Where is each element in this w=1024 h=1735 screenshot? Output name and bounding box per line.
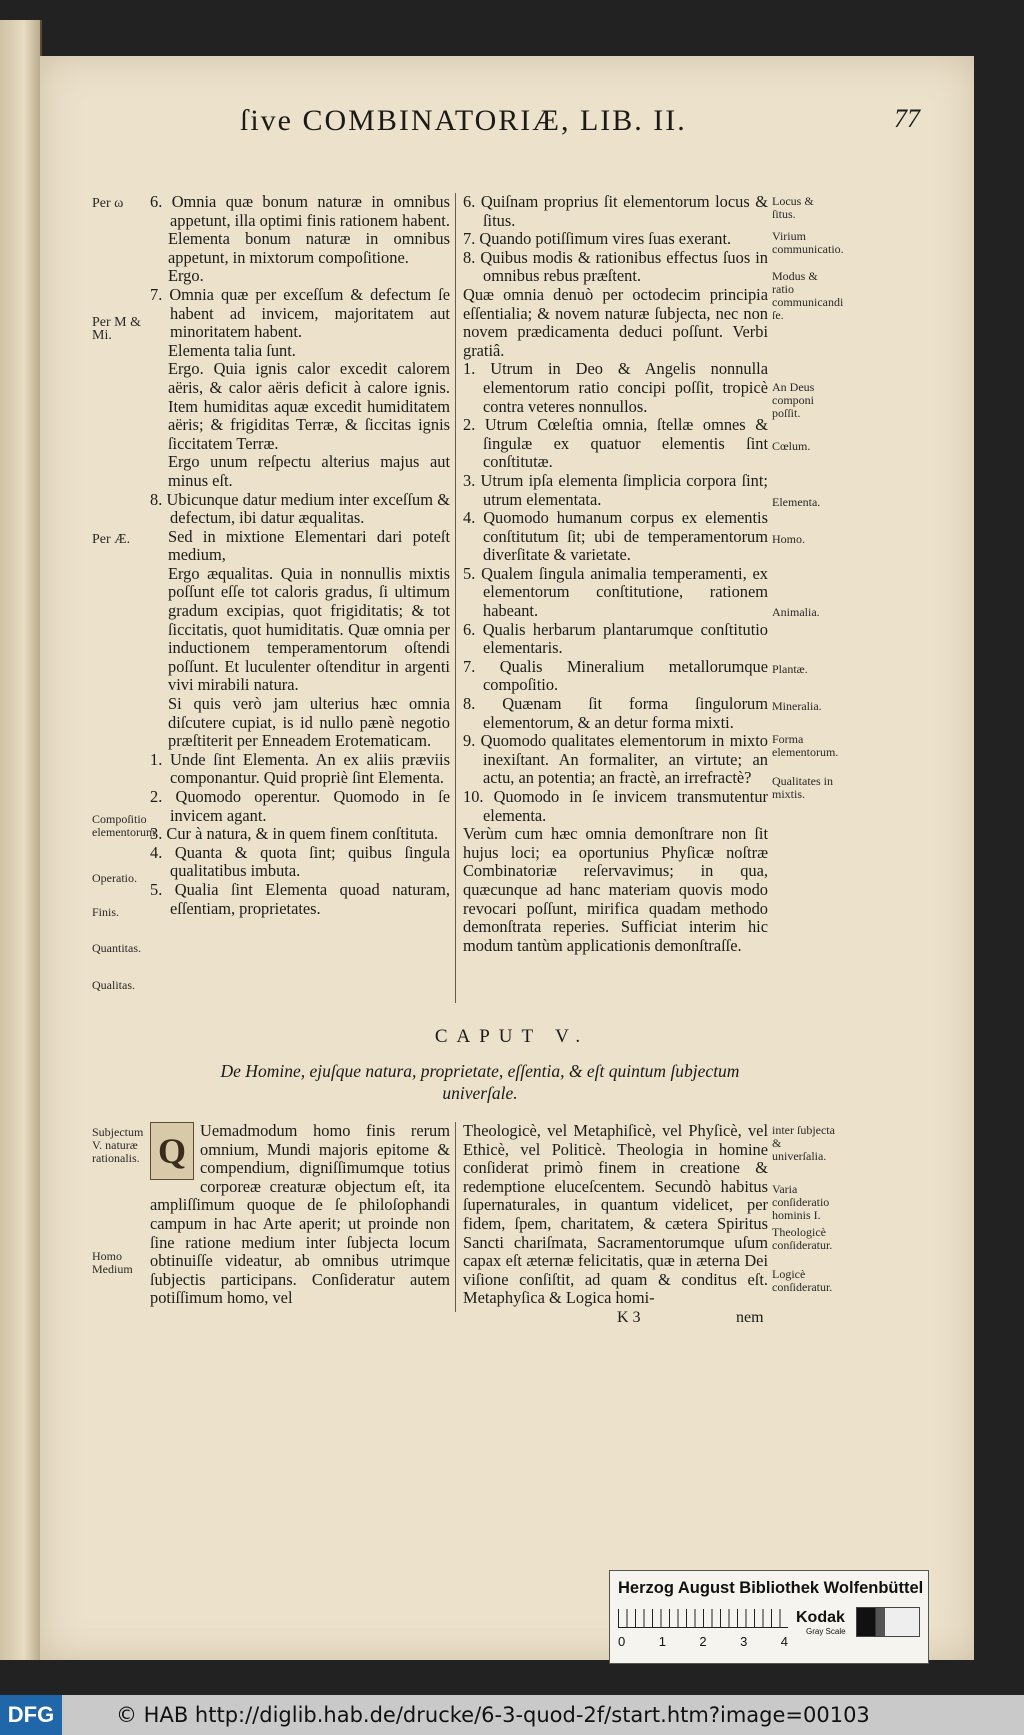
paragraph: 2. Utrum Cœleſtia omnia, ſtellæ omnes & ſingulæ ex quatuor elementis ſint conſtitutæ.: [463, 415, 768, 472]
margin-note: Qualitas.: [92, 978, 135, 992]
paragraph: Verùm cum hæc omnia demonſtrare non ſit hujus loci; ea oportunius Phyſicæ noſtræ Combinatoriæ reſervavimus; in qua, quæcunque ad hanc materiam quovis modo revocari poſſunt, mirifica quadam methodo demonſtrata reperies. Sufficiat interim hic modum tantùm applicationis demonſtraſſe.: [463, 824, 768, 955]
margin-note: Cœlum.: [772, 439, 811, 453]
paragraph: 6. Quiſnam proprius ſit elementorum locus & ſitus.: [463, 192, 768, 230]
paragraph: Si quis verò jam ulterius hæc omnia diſcutere cupiat, is id nullo pænè negotio præſtiterit per Enneadem Erotematicam.: [168, 694, 450, 751]
margin-note: Logicè conſideratur.: [772, 1267, 833, 1294]
paragraph: Uemadmodum homo finis rerum omnium, Mundi majoris epitome & compendium, digniſſimumque totius corporeæ creaturæ objectum eſt, ita ampliſſimum quoque de ſe philoſophandi campum in hac Arte aperit; ut proinde non ſine ratione medium inter ſubjecta locum obtinuiſſe videatur, ab omnibus utrimque ſubjectis participans. Conſideratur autem potiſſimum homo, vel: [150, 1121, 450, 1308]
dropcap: Q: [150, 1122, 194, 1180]
paragraph: 6. Qualis herbarum plantarumque conſtitutio elementaris.: [463, 619, 768, 658]
library-name: Herzog August Bibliothek Wolfenbüttel: [618, 1579, 924, 1597]
margin-note: Per M & Mi.: [92, 315, 141, 343]
gray-scale-swatch: [856, 1607, 920, 1637]
footer-url[interactable]: © HAB http://diglib.hab.de/drucke/6-3-quod-2f/start.htm?image=00103: [116, 1703, 870, 1727]
kodak-logo: Kodak: [796, 1609, 845, 1626]
margin-note: Modus & ratio communicandi ſe.: [772, 269, 844, 322]
paragraph: Theologicè, vel Metaphiſicè, vel Phyſicè, vel Ethicè, vel Politicè. Theologia in homine conſiderat primò finem in creatione & redemptione eluceſcentem. Secundò habitus ſupernaturales, in quantum videlicet, per fidem, ſpem, charitatem, & cætera Spiritus Sancti chariſmata, Sacramentorumque uſum capax eſt æternæ felicitatis, quæ in æterna Dei viſione conſiſtit, ad quam & conditus eſt. Metaphyſica & Logica homi-: [463, 1121, 768, 1308]
scale-number: 3: [740, 1634, 748, 1649]
margin-note: Varia conſideratio hominis I.: [772, 1182, 830, 1222]
paragraph: 3. Utrum ipſa elementa ſimplicia corpora ſint; utrum elementata.: [463, 470, 768, 509]
paragraph: 9. Quomodo qualitates elementorum in mixto inexiſtant. An formaliter, an virtute; an actu, an potentia; an fractè, an irrefractè?: [463, 731, 768, 788]
margin-note: Subjectum V. naturæ rationalis.: [92, 1125, 144, 1165]
signature-mark: K 3: [617, 1309, 641, 1326]
paragraph: Quæ omnia denuò per octodecim principia eſſentialia; & novem naturæ ſubjecta, nec non novem prædicamenta deduci poſſunt. Verbi gratiâ.: [463, 284, 768, 360]
chapter-subtitle: De Homine, ejuſque natura, proprietate, eſſentia, & eſt quintum ſubjectum univerſale.: [220, 1061, 740, 1103]
paragraph: 6. Omnia quæ bonum naturæ in omnibus appetunt, illa optimi finis rationem habent.: [150, 192, 450, 230]
right-column: [463, 193, 768, 955]
margin-note: Operatio.: [92, 871, 137, 885]
column-rule: [455, 1122, 456, 1312]
previous-page-edge: [0, 20, 42, 1660]
margin-note: An Deus componi poſſit.: [772, 380, 815, 420]
library-color-card: [609, 1570, 929, 1664]
paragraph: 7. Omnia quæ per exceſſum & defectum ſe habent ad invicem, majoritatem aut minoritatem habent.: [150, 284, 450, 342]
left-column: [150, 193, 450, 918]
margin-note: Locus & ſitus.: [772, 194, 814, 221]
margin-note: Quantitas.: [92, 941, 141, 955]
paragraph: Elementa talia ſunt.: [168, 340, 296, 360]
margin-note: Homo Medium: [92, 1249, 133, 1276]
chapter-left-column: [150, 1122, 450, 1308]
paragraph: 4. Quomodo humanum corpus ex elementis conſtitutum ſit; ubi de temperamentorum diverſitate & varietate.: [463, 508, 768, 565]
paragraph: 7. Qualis Mineralium metallorumque compoſitio.: [463, 656, 768, 695]
running-title: ſive COMBINATORIÆ, LIB. II.: [240, 104, 687, 137]
margin-note: Qualitates in mixtis.: [772, 774, 833, 801]
margin-note: Elementa.: [772, 495, 821, 509]
margin-note: inter ſubjecta & univerſalia.: [772, 1123, 835, 1163]
paragraph: 5. Qualem ſingula animalia temperamenti, ex elementorum conſtitutione, rationem habeant.: [463, 563, 768, 621]
page-number: 77: [894, 104, 920, 133]
paragraph: Elementa bonum naturæ in omnibus appetunt, in mixtorum compoſitione.: [168, 229, 450, 267]
paragraph: 4. Quanta & quota ſint; quibus ſingula qualitatibus imbuta.: [150, 842, 450, 881]
margin-note: Forma elementorum.: [772, 732, 839, 759]
margin-note: Theologicè conſideratur.: [772, 1225, 833, 1252]
paragraph: 7. Quando potiſſimum vires ſuas exerant.: [463, 229, 732, 249]
page-header: [200, 104, 920, 144]
paragraph: 8. Quibus modis & rationibus effectus ſuos in omnibus rebus præſtent.: [463, 247, 768, 286]
paragraph: 10. Quomodo in ſe invicem transmutentur elementa.: [463, 787, 768, 825]
paragraph: 2. Quomodo operentur. Quomodo in ſe invicem agant.: [150, 787, 450, 825]
margin-note: Per Æ.: [92, 532, 131, 547]
margin-note: Finis.: [92, 905, 120, 919]
paragraph: 1. Utrum in Deo & Angelis nonnulla elementorum ratio concipi poſſit, tropicè contra veteres nonnullos.: [463, 359, 768, 416]
kodak-subtitle: Gray Scale: [806, 1627, 846, 1636]
scale-number: 0: [618, 1634, 626, 1649]
margin-note: Homo.: [772, 532, 805, 546]
column-rule: [455, 193, 456, 1003]
scale-number: 4: [780, 1634, 788, 1649]
margin-note: Mineralia.: [772, 699, 822, 713]
paragraph: Ergo. Quia ignis calor excedit calorem aëris, & calor aëris deficit à calore ignis. Item humiditas aquæ excedit humiditatem aëris; & frigiditas Terræ, & ſiccitas ignis ſiccitatem Terræ.: [168, 359, 450, 453]
catchword: nem: [736, 1309, 764, 1326]
paragraph: 8. Quænam ſit forma ſingulorum elementorum, & an detur forma mixti.: [463, 694, 768, 732]
paragraph: Sed in mixtione Elementari dari poteſt medium,: [168, 526, 450, 565]
paragraph: Ergo æqualitas. Quia in nonnullis mixtis poſſunt eſſe tot caloris gradus, ſi ultimum gradum excipias, quot frigiditatis; & tot ſiccitatis, quot humiditatis. Quæ omnia per inductionem temperamentorum oſtendi poſſunt. Et luculenter oſtenditur in argenti vivi mirabili natura.: [168, 563, 450, 695]
paragraph: 1. Unde ſint Elementa. An ex aliis præviis componantur. Quid propriè ſint Elementa.: [150, 749, 450, 788]
chapter-title: CAPUT V.: [434, 1026, 590, 1047]
margin-note: Compoſitio elementorum.: [92, 812, 159, 839]
chapter-right-column: [463, 1122, 768, 1308]
paragraph: 8. Ubicunque datur medium inter exceſſum & defectum, ibi datur æqualitas.: [150, 489, 450, 528]
paragraph: Ergo.: [168, 266, 204, 286]
margin-note: Per ω: [92, 196, 124, 211]
margin-note: Plantæ.: [772, 662, 808, 676]
margin-note: Virium communicatio.: [772, 229, 844, 256]
scale-number: 1: [658, 1634, 666, 1649]
paragraph: 5. Qualia ſint Elementa quoad naturam, eſſentiam, proprietates.: [150, 879, 450, 918]
scale-numbers: [618, 1634, 788, 1649]
ruler-scale: [618, 1609, 788, 1628]
paragraph: 3. Cur à natura, & in quem finem conſtituta.: [150, 824, 439, 844]
scale-number: 2: [699, 1634, 707, 1649]
paragraph: Ergo unum reſpectu alterius majus aut minus eſt.: [168, 452, 450, 490]
margin-note: Animalia.: [772, 605, 820, 619]
footer-bar: [0, 1695, 1024, 1735]
dfg-logo: DFG: [0, 1695, 62, 1735]
